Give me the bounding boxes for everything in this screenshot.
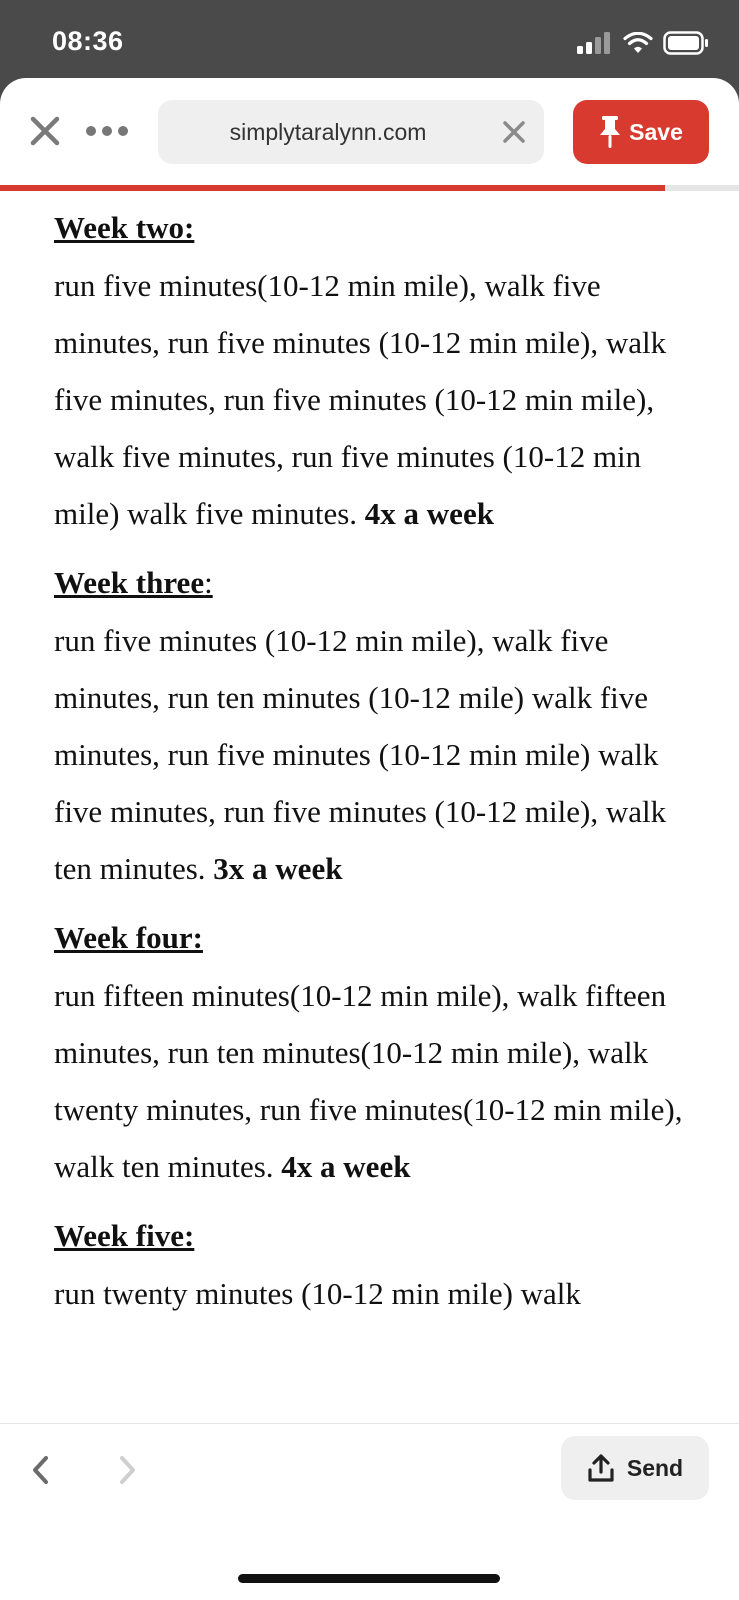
bottom-toolbar: [0, 1423, 739, 1600]
close-icon[interactable]: [28, 114, 62, 148]
week-section: [54, 560, 685, 897]
battery-icon: [663, 31, 709, 55]
week-heading: Week two:: [54, 210, 195, 245]
url-text: simplytaralynn.com: [229, 119, 427, 145]
signal-icon: [577, 32, 613, 54]
frequency-label: 4x a week: [281, 1149, 411, 1184]
send-label: Send: [626, 1454, 684, 1481]
clear-url-icon[interactable]: [502, 120, 526, 144]
article: [0, 205, 739, 1322]
page-content[interactable]: [0, 191, 739, 1531]
url-field[interactable]: [158, 100, 544, 164]
week-section: [54, 1213, 685, 1322]
browser-sheet: [0, 78, 739, 1600]
wifi-icon: [623, 32, 653, 54]
week-heading: Week three:: [54, 565, 213, 600]
week-section: [54, 915, 685, 1195]
week-instructions: run fifteen minutes(10-12 min mile), walk fifteen minutes, run ten minutes(10-12 min mile), walk twenty minutes, run five minutes(10-12 min mile), walk ten minutes. 4x a week: [54, 978, 683, 1184]
week-instructions: run twenty minutes (10-12 min mile) walk: [54, 1276, 581, 1311]
send-button[interactable]: [561, 1436, 709, 1500]
more-options-icon[interactable]: [86, 116, 132, 146]
share-icon: [587, 1453, 615, 1483]
week-section: [54, 205, 685, 542]
week-instructions: run five minutes (10-12 min mile), walk five minutes, run ten minutes (10-12 mile) walk five minutes, run five minutes (10-12 min mile) walk five minutes, run five minutes (10-12 mile), walk ten minutes. 3x a week: [54, 623, 667, 886]
save-label: Save: [629, 118, 683, 145]
forward-arrow-icon[interactable]: [112, 1452, 142, 1488]
home-indicator: [238, 1574, 500, 1583]
back-arrow-icon[interactable]: [26, 1452, 56, 1488]
save-button[interactable]: [573, 100, 709, 164]
browser-toolbar: [0, 78, 739, 188]
status-icons: [577, 30, 709, 56]
week-instructions: run five minutes(10-12 min mile), walk five minutes, run five minutes (10-12 min mile), walk five minutes, run five minutes (10-12 min mile), walk five minutes, run five minutes (10-12 min mile) walk five minutes. 4x a week: [54, 268, 667, 531]
frequency-label: 3x a week: [213, 851, 343, 886]
pin-icon: [599, 115, 621, 149]
week-heading: Week five:: [54, 1218, 195, 1253]
frequency-label: 4x a week: [364, 496, 494, 531]
week-heading: Week four:: [54, 920, 203, 955]
status-time: 08:36: [52, 26, 124, 56]
status-bar: [0, 0, 739, 80]
